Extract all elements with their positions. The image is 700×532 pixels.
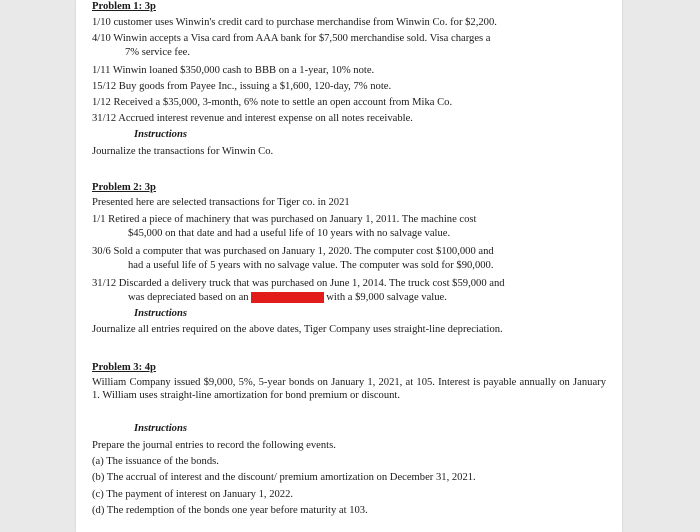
problem-3-prompt: Prepare the journal entries to record the following events. [92, 440, 336, 451]
problem-2-line-2: $45,000 on that date and had a useful life of 10 years with no salvage value. [128, 228, 451, 239]
problem-3-item-c: (c) The payment of interest on January 1, 2022. [92, 489, 294, 500]
problem-1-heading: Problem 1: 3p [92, 1, 156, 12]
problem-2-intro: Presented here are selected transactions for Tiger co. in 2021 [92, 197, 350, 208]
problem-2-instructions: Journalize all entries required on the above dates, Tiger Company uses straight-line depreciation. [92, 324, 503, 335]
problem-2-line-1: 1/1 Retired a piece of machinery that was purchased on January 1, 2011. The machine cost [92, 214, 477, 225]
problem-3-item-b: (b) The accrual of interest and the discount/ premium amortization on December 31, 2021. [92, 472, 476, 483]
problem-2-line-3: 30/6 Sold a computer that was purchased on January 1, 2020. The computer cost $100,000 and [92, 246, 494, 257]
problem-2-line-4: had a useful life of 5 years with no salvage value. The computer was sold for $90,000. [128, 260, 494, 271]
problem-1-instructions-label: Instructions [134, 129, 187, 140]
highlighted-redaction: 8-year useful life [251, 292, 324, 303]
problem-1-line-2: 4/10 Winwin accepts a Visa card from AAA bank for $7,500 merchandise sold. Visa charges a [92, 33, 491, 44]
problem-2-instructions-label: Instructions [134, 308, 187, 319]
problem-3-instructions-label: Instructions [134, 423, 187, 434]
problem-1-line-3: 7% service fee. [125, 47, 190, 58]
problem-3-item-a: (a) The issuance of the bonds. [92, 456, 219, 467]
problem-1-line-4: 1/11 Winwin loaned $350,000 cash to BBB on a 1-year, 10% note. [92, 65, 375, 76]
problem-2-line-6-before: was depreciated based on an [128, 292, 249, 303]
problem-3-intro: William Company issued $9,000, 5%, 5-year bonds on January 1, 2021, at 105. Interest is payable annually on January 1. William uses straight-line amortization for bond premium or discount. [92, 377, 606, 401]
problem-2-line-5: 31/12 Discarded a delivery truck that was purchased on June 1, 2014. The truck cost $59,000 and [92, 278, 505, 289]
problem-1-instructions: Journalize the transactions for Winwin Co. [92, 146, 274, 157]
problem-2-line-6-after: with a $9,000 salvage value. [326, 292, 447, 303]
problem-3-heading: Problem 3: 4p [92, 362, 156, 373]
problem-1-line-7: 31/12 Accrued interest revenue and interest expense on all notes receivable. [92, 113, 413, 124]
problem-1-line-6: 1/12 Received a $35,000, 3-month, 6% note to settle an open account from Mika Co. [92, 97, 453, 108]
problem-3-item-d: (d) The redemption of the bonds one year before maturity at 103. [92, 505, 368, 516]
problem-2-line-6 [128, 291, 447, 304]
problem-2-heading: Problem 2: 3p [92, 182, 156, 193]
problem-1-line-1: 1/10 customer uses Winwin's credit card to purchase merchandise from Winwin Co. for $2,200. [92, 17, 497, 28]
problem-1-line-5: 15/12 Buy goods from Payee Inc., issuing a $1,600, 120-day, 7% note. [92, 81, 392, 92]
